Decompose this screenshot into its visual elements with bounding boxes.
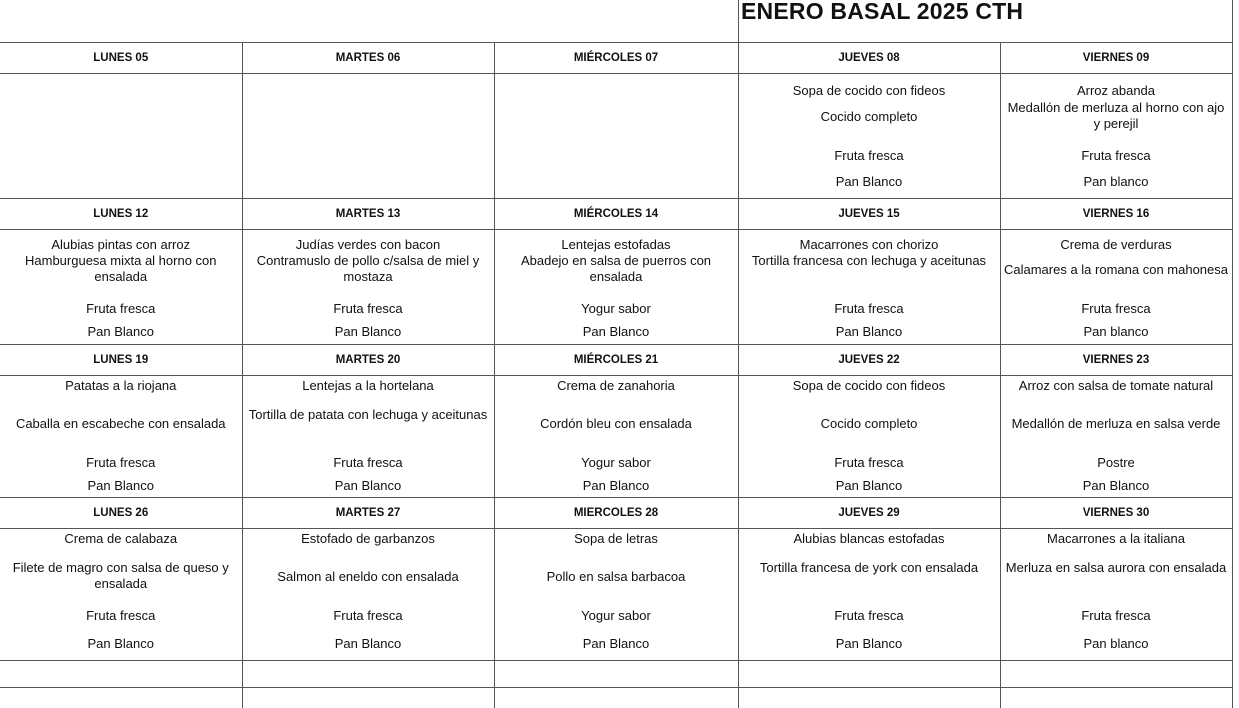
dish-first: Sopa de letras bbox=[498, 531, 735, 547]
dish-fruit: Fruta fresca bbox=[3, 608, 239, 624]
dish-second: Calamares a la romana con mahonesa bbox=[1004, 262, 1229, 278]
dish-fruit: Fruta fresca bbox=[246, 455, 491, 471]
menu-cell-viernes bbox=[1000, 529, 1232, 661]
week-menu-row bbox=[0, 230, 1232, 345]
dish-first: Crema de zanahoria bbox=[498, 378, 735, 394]
empty-row bbox=[0, 688, 1232, 708]
dish-fruit: Fruta fresca bbox=[246, 608, 491, 624]
day-header-lunes: LUNES 26 bbox=[0, 498, 242, 529]
empty-cell bbox=[0, 688, 242, 708]
dish-bread: Pan Blanco bbox=[246, 478, 491, 494]
dish-bread: Pan Blanco bbox=[246, 324, 491, 340]
dish-second: Tortilla francesa de york con ensalada bbox=[742, 560, 997, 576]
dish-first: Lentejas a la hortelana bbox=[246, 378, 491, 394]
dish-fruit: Fruta fresca bbox=[742, 455, 997, 471]
dish-first: Macarrones a la italiana bbox=[1004, 531, 1229, 547]
dish-second: Merluza en salsa aurora con ensalada bbox=[1004, 560, 1229, 576]
week-menu-row bbox=[0, 74, 1232, 199]
dish-bread: Pan Blanco bbox=[742, 636, 997, 652]
menu-cell-miercoles bbox=[494, 74, 738, 199]
day-header-viernes: VIERNES 09 bbox=[1000, 43, 1232, 74]
empty-row bbox=[0, 661, 1232, 688]
dish-fruit: Fruta fresca bbox=[1004, 608, 1229, 624]
empty-cell bbox=[738, 688, 1000, 708]
empty-cell bbox=[0, 661, 242, 688]
dish-bread: Pan Blanco bbox=[498, 478, 735, 494]
dish-fruit: Fruta fresca bbox=[742, 301, 997, 317]
menu-cell-jueves bbox=[738, 376, 1000, 498]
dish-second: Medallón de merluza al horno con ajo y perejil bbox=[1004, 100, 1229, 132]
menu-cell-viernes bbox=[1000, 74, 1232, 199]
day-header-lunes: LUNES 05 bbox=[0, 43, 242, 74]
dish-fruit: Postre bbox=[1004, 455, 1229, 471]
dish-fruit: Fruta fresca bbox=[742, 148, 997, 164]
dish-bread: Pan Blanco bbox=[498, 324, 735, 340]
dish-second: Medallón de merluza en salsa verde bbox=[1004, 416, 1229, 432]
empty-cell bbox=[242, 688, 494, 708]
week-header-row bbox=[0, 199, 1232, 230]
dish-bread: Pan Blanco bbox=[3, 324, 239, 340]
day-header-martes: MARTES 06 bbox=[242, 43, 494, 74]
dish-first: Arroz con salsa de tomate natural bbox=[1004, 378, 1229, 394]
dish-fruit: Fruta fresca bbox=[3, 301, 239, 317]
dish-first: Crema de verduras bbox=[1004, 237, 1229, 253]
dish-second: Tortilla de patata con lechuga y aceitunas bbox=[246, 407, 491, 423]
dish-second: Cocido completo bbox=[742, 109, 997, 125]
week-header-row bbox=[0, 498, 1232, 529]
day-header-lunes: LUNES 12 bbox=[0, 199, 242, 230]
menu-cell-jueves bbox=[738, 230, 1000, 345]
dish-second: Tortilla francesa con lechuga y aceitunas bbox=[742, 253, 997, 269]
dish-fruit: Yogur sabor bbox=[498, 608, 735, 624]
day-header-martes: MARTES 20 bbox=[242, 345, 494, 376]
dish-first: Lentejas estofadas bbox=[498, 237, 735, 253]
page-title: ENERO BASAL 2025 CTH bbox=[741, 0, 1023, 25]
dish-first: Sopa de cocido con fideos bbox=[742, 83, 997, 99]
menu-cell-martes bbox=[242, 529, 494, 661]
week-menu-row bbox=[0, 529, 1232, 661]
day-header-miercoles: MIÉRCOLES 14 bbox=[494, 199, 738, 230]
title-cell bbox=[738, 0, 1233, 42]
dish-first: Judías verdes con bacon bbox=[246, 237, 491, 253]
dish-fruit: Yogur sabor bbox=[498, 455, 735, 471]
empty-cell bbox=[1000, 688, 1232, 708]
menu-cell-lunes bbox=[0, 529, 242, 661]
day-header-jueves: JUEVES 29 bbox=[738, 498, 1000, 529]
day-header-viernes: VIERNES 16 bbox=[1000, 199, 1232, 230]
day-header-miercoles: MIÉRCOLES 07 bbox=[494, 43, 738, 74]
dish-bread: Pan blanco bbox=[1004, 324, 1229, 340]
dish-second: Filete de magro con salsa de queso y ensalada bbox=[3, 560, 239, 592]
dish-bread: Pan Blanco bbox=[1004, 478, 1229, 494]
week-header-row bbox=[0, 345, 1232, 376]
dish-first: Alubias blancas estofadas bbox=[742, 531, 997, 547]
dish-bread: Pan Blanco bbox=[3, 636, 239, 652]
dish-bread: Pan Blanco bbox=[498, 636, 735, 652]
menu-cell-martes bbox=[242, 376, 494, 498]
menu-cell-miercoles bbox=[494, 376, 738, 498]
title-row bbox=[0, 0, 1232, 43]
dish-fruit: Yogur sabor bbox=[498, 301, 735, 317]
menu-cell-miercoles bbox=[494, 230, 738, 345]
dish-bread: Pan Blanco bbox=[742, 478, 997, 494]
empty-cell bbox=[738, 661, 1000, 688]
day-header-jueves: JUEVES 22 bbox=[738, 345, 1000, 376]
day-header-viernes: VIERNES 30 bbox=[1000, 498, 1232, 529]
dish-first: Crema de calabaza bbox=[3, 531, 239, 547]
menu-cell-viernes bbox=[1000, 230, 1232, 345]
menu-table bbox=[0, 42, 1233, 708]
day-header-jueves: JUEVES 08 bbox=[738, 43, 1000, 74]
menu-cell-lunes bbox=[0, 230, 242, 345]
day-header-jueves: JUEVES 15 bbox=[738, 199, 1000, 230]
menu-cell-lunes bbox=[0, 74, 242, 199]
menu-cell-lunes bbox=[0, 376, 242, 498]
day-header-lunes: LUNES 19 bbox=[0, 345, 242, 376]
empty-cell bbox=[1000, 661, 1232, 688]
dish-bread: Pan Blanco bbox=[3, 478, 239, 494]
dish-first: Estofado de garbanzos bbox=[246, 531, 491, 547]
day-header-martes: MARTES 13 bbox=[242, 199, 494, 230]
menu-cell-martes bbox=[242, 230, 494, 345]
dish-second: Contramuslo de pollo c/salsa de miel y mostaza bbox=[246, 253, 491, 285]
dish-second: Hamburguesa mixta al horno con ensalada bbox=[3, 253, 239, 285]
menu-cell-jueves bbox=[738, 529, 1000, 661]
title-blank-area bbox=[0, 0, 738, 42]
dish-first: Sopa de cocido con fideos bbox=[742, 378, 997, 394]
menu-cell-jueves bbox=[738, 74, 1000, 199]
dish-second: Cocido completo bbox=[742, 416, 997, 432]
menu-cell-miercoles bbox=[494, 529, 738, 661]
dish-bread: Pan Blanco bbox=[246, 636, 491, 652]
empty-cell bbox=[494, 688, 738, 708]
week-header-row bbox=[0, 43, 1232, 74]
dish-bread: Pan blanco bbox=[1004, 174, 1229, 190]
day-header-martes: MARTES 27 bbox=[242, 498, 494, 529]
day-header-miercoles: MIERCOLES 28 bbox=[494, 498, 738, 529]
menu-cell-viernes bbox=[1000, 376, 1232, 498]
dish-second: Caballa en escabeche con ensalada bbox=[3, 416, 239, 432]
dish-fruit: Fruta fresca bbox=[1004, 301, 1229, 317]
dish-bread: Pan Blanco bbox=[742, 324, 997, 340]
dish-fruit: Fruta fresca bbox=[3, 455, 239, 471]
dish-first: Arroz abanda bbox=[1004, 83, 1229, 99]
dish-bread: Pan blanco bbox=[1004, 636, 1229, 652]
dish-first: Macarrones con chorizo bbox=[742, 237, 997, 253]
dish-first: Alubias pintas con arroz bbox=[3, 237, 239, 253]
dish-second: Salmon al eneldo con ensalada bbox=[246, 569, 491, 585]
dish-bread: Pan Blanco bbox=[742, 174, 997, 190]
empty-cell bbox=[242, 661, 494, 688]
menu-cell-martes bbox=[242, 74, 494, 199]
dish-second: Pollo en salsa barbacoa bbox=[498, 569, 735, 585]
dish-second: Abadejo en salsa de puerros con ensalada bbox=[498, 253, 735, 285]
dish-first: Patatas a la riojana bbox=[3, 378, 239, 394]
dish-fruit: Fruta fresca bbox=[742, 608, 997, 624]
day-header-viernes: VIERNES 23 bbox=[1000, 345, 1232, 376]
dish-second: Cordón bleu con ensalada bbox=[498, 416, 735, 432]
dish-fruit: Fruta fresca bbox=[246, 301, 491, 317]
week-menu-row bbox=[0, 376, 1232, 498]
day-header-miercoles: MIÉRCOLES 21 bbox=[494, 345, 738, 376]
empty-cell bbox=[494, 661, 738, 688]
dish-fruit: Fruta fresca bbox=[1004, 148, 1229, 164]
